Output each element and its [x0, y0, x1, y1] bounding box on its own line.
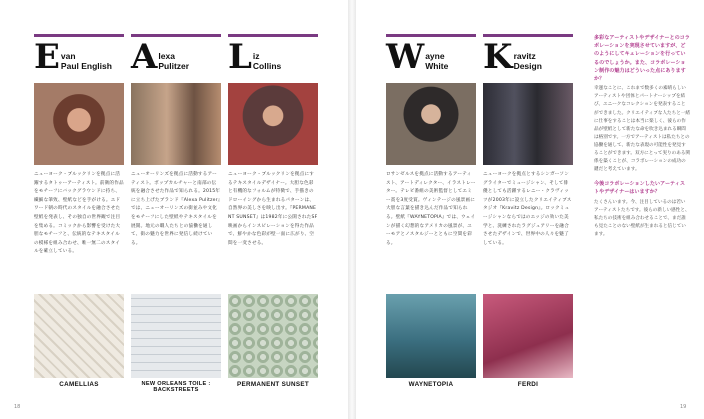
name-initial: A	[131, 37, 158, 77]
wallpaper-caption: NEW ORLEANS TOILE : BACKSTREETS	[141, 381, 211, 393]
designer-bio: ニューオーリンズを拠点に活動するアーティスト。ポップカルチャーと南部の伝統を融合させた作品で知られる。2015年に立ち上げたブランド『Alexa Pulitzer』では、ニューオーリンズの街並みや文化をモチーフにした壁紙やテキスタイルを展開。地元の職人たちとの協働を通して、街の魅力を世界に発信し続けている。	[131, 172, 221, 246]
name-rest: lexa Pulitzer	[158, 51, 190, 71]
portrait-photo	[228, 83, 318, 165]
wallpaper-caption: WAYNETOPIA	[408, 381, 454, 388]
designer-bio: ニューヨークを拠点とするシンガーソングライターでミュージシャン、そして俳優としても活躍するレニー・クラヴィッツが2003年に設立したクリエイティブスタジオ『Kravitz Design』。ロックミュージシャンならではのエッジの効いた美学と、洗練されたラグジュアリーを融合させたデザインで、世界中の人々を魅了している。	[483, 172, 572, 246]
designer-name	[228, 37, 318, 77]
portrait-photo	[386, 83, 476, 165]
designer-column	[34, 34, 124, 293]
name-rest: iz Collins	[252, 51, 282, 71]
interview-sidebar	[594, 34, 690, 239]
name-rest: ayne White	[425, 51, 449, 71]
page-number-left: 18	[14, 404, 21, 410]
designer-column	[228, 34, 318, 293]
designer-name	[386, 37, 476, 77]
answer-1: 幸運なことに、これまで数多くの素晴らしいアーティストや団体とパートナーシップを結び、ユニークなコレクションを発表することができました。クリエイティブな人たちと一緒に仕事をすることは本当に楽しく、彼らの作品が壁紙として新たな命を吹き込まれる瞬間は格別です。一方でアーティストは私たちとの協働を通して、新たな表現の可能性を発見することができます。双方にとって実りのある関係を築くことが、コラボレーションの成功の鍵だと考えています。	[594, 86, 691, 173]
designer-bio: ロサンゼルスを拠点に活動するアーティスト、アートディレクター、イラストレーター。テレビ番組の美術監督としてエミー賞を3度受賞。ヴィンテージの風景画に大胆な言葉を描き込んだ作品で知られる。壁紙『WAYNETOPIA』では、ウェインが描く幻想的なアメリカの風景が、ユーモアとノスタルジーとともに空間を彩る。	[386, 172, 476, 246]
book-gutter	[348, 0, 356, 419]
name-rest: van Paul English	[60, 51, 112, 71]
portrait-photo	[34, 83, 124, 165]
page-number-right: 19	[680, 404, 687, 410]
wallpaper-sample	[131, 294, 221, 378]
portrait-photo	[131, 83, 221, 165]
name-initial: L	[228, 37, 252, 77]
answer-2: たくさんいます。今、注目しているのは若いアーティストたちです。彼らの新しい感性と、私たちの技術を組み合わせることで、まだ誰も見たことのない壁紙が生まれると信じています。	[594, 199, 690, 238]
designer-name	[34, 37, 124, 77]
designer-column	[131, 34, 221, 293]
designer-name	[483, 37, 573, 77]
wallpaper-sample	[483, 294, 573, 378]
designer-bio: ニューヨーク・ブルックリンを拠点にするテキスタイルデザイナー。大胆な色彩と有機的なフォルムが特徴で、手描きのドローイングから生まれるパターンは、自然界の美しさを映し出す。『PERMANENT SUNSET』は1982年に公開されたSF映画からインスピレーションを得た作品で、鮮やかな色彩が壁一面に広がり、空間を一変させる。	[228, 172, 318, 246]
name-rest: ravitz Design	[513, 51, 542, 71]
portrait-photo	[483, 83, 573, 165]
question-1: 多彩なアーティストやデザイナーとのコラボレーションを実現させていますが、どのようにしてキュレーションを行っているのでしょうか。また、コラボレーション制作の魅力はどういった点にありますか？	[594, 35, 690, 83]
wallpaper-sample	[386, 294, 476, 378]
designer-bio: ニューヨーク・ブルックリンを拠点に活躍するタトゥーアーティスト。前衛的作品をモチーフにバックグラウンドに持ち、繊細な筆致、壁紙などを手がける。エドワード朝の時代のスタイルを融合させた壁紙を発表し、その独自の世界観で注目を集める。コミックから影響を受けた大胆なモチーフと、伝統的なテキスタイルの模様を組み合わせ、唯一無二のスタイルを確立している。	[34, 172, 124, 255]
wallpaper-caption: FERDI	[517, 381, 539, 388]
question-2: 今後コラボレーションしたいアーティストやデザイナーはいますか？	[594, 181, 685, 196]
designer-column	[386, 34, 476, 293]
designer-column	[483, 34, 573, 293]
name-initial: K	[483, 37, 513, 77]
name-initial: E	[34, 37, 60, 77]
wallpaper-sample	[34, 294, 124, 378]
designer-name	[131, 37, 221, 77]
wallpaper-caption: CAMELLIAS	[59, 381, 99, 388]
wallpaper-sample	[228, 294, 318, 378]
name-initial: W	[386, 37, 425, 77]
wallpaper-caption: PERMANENT SUNSET	[237, 381, 309, 388]
